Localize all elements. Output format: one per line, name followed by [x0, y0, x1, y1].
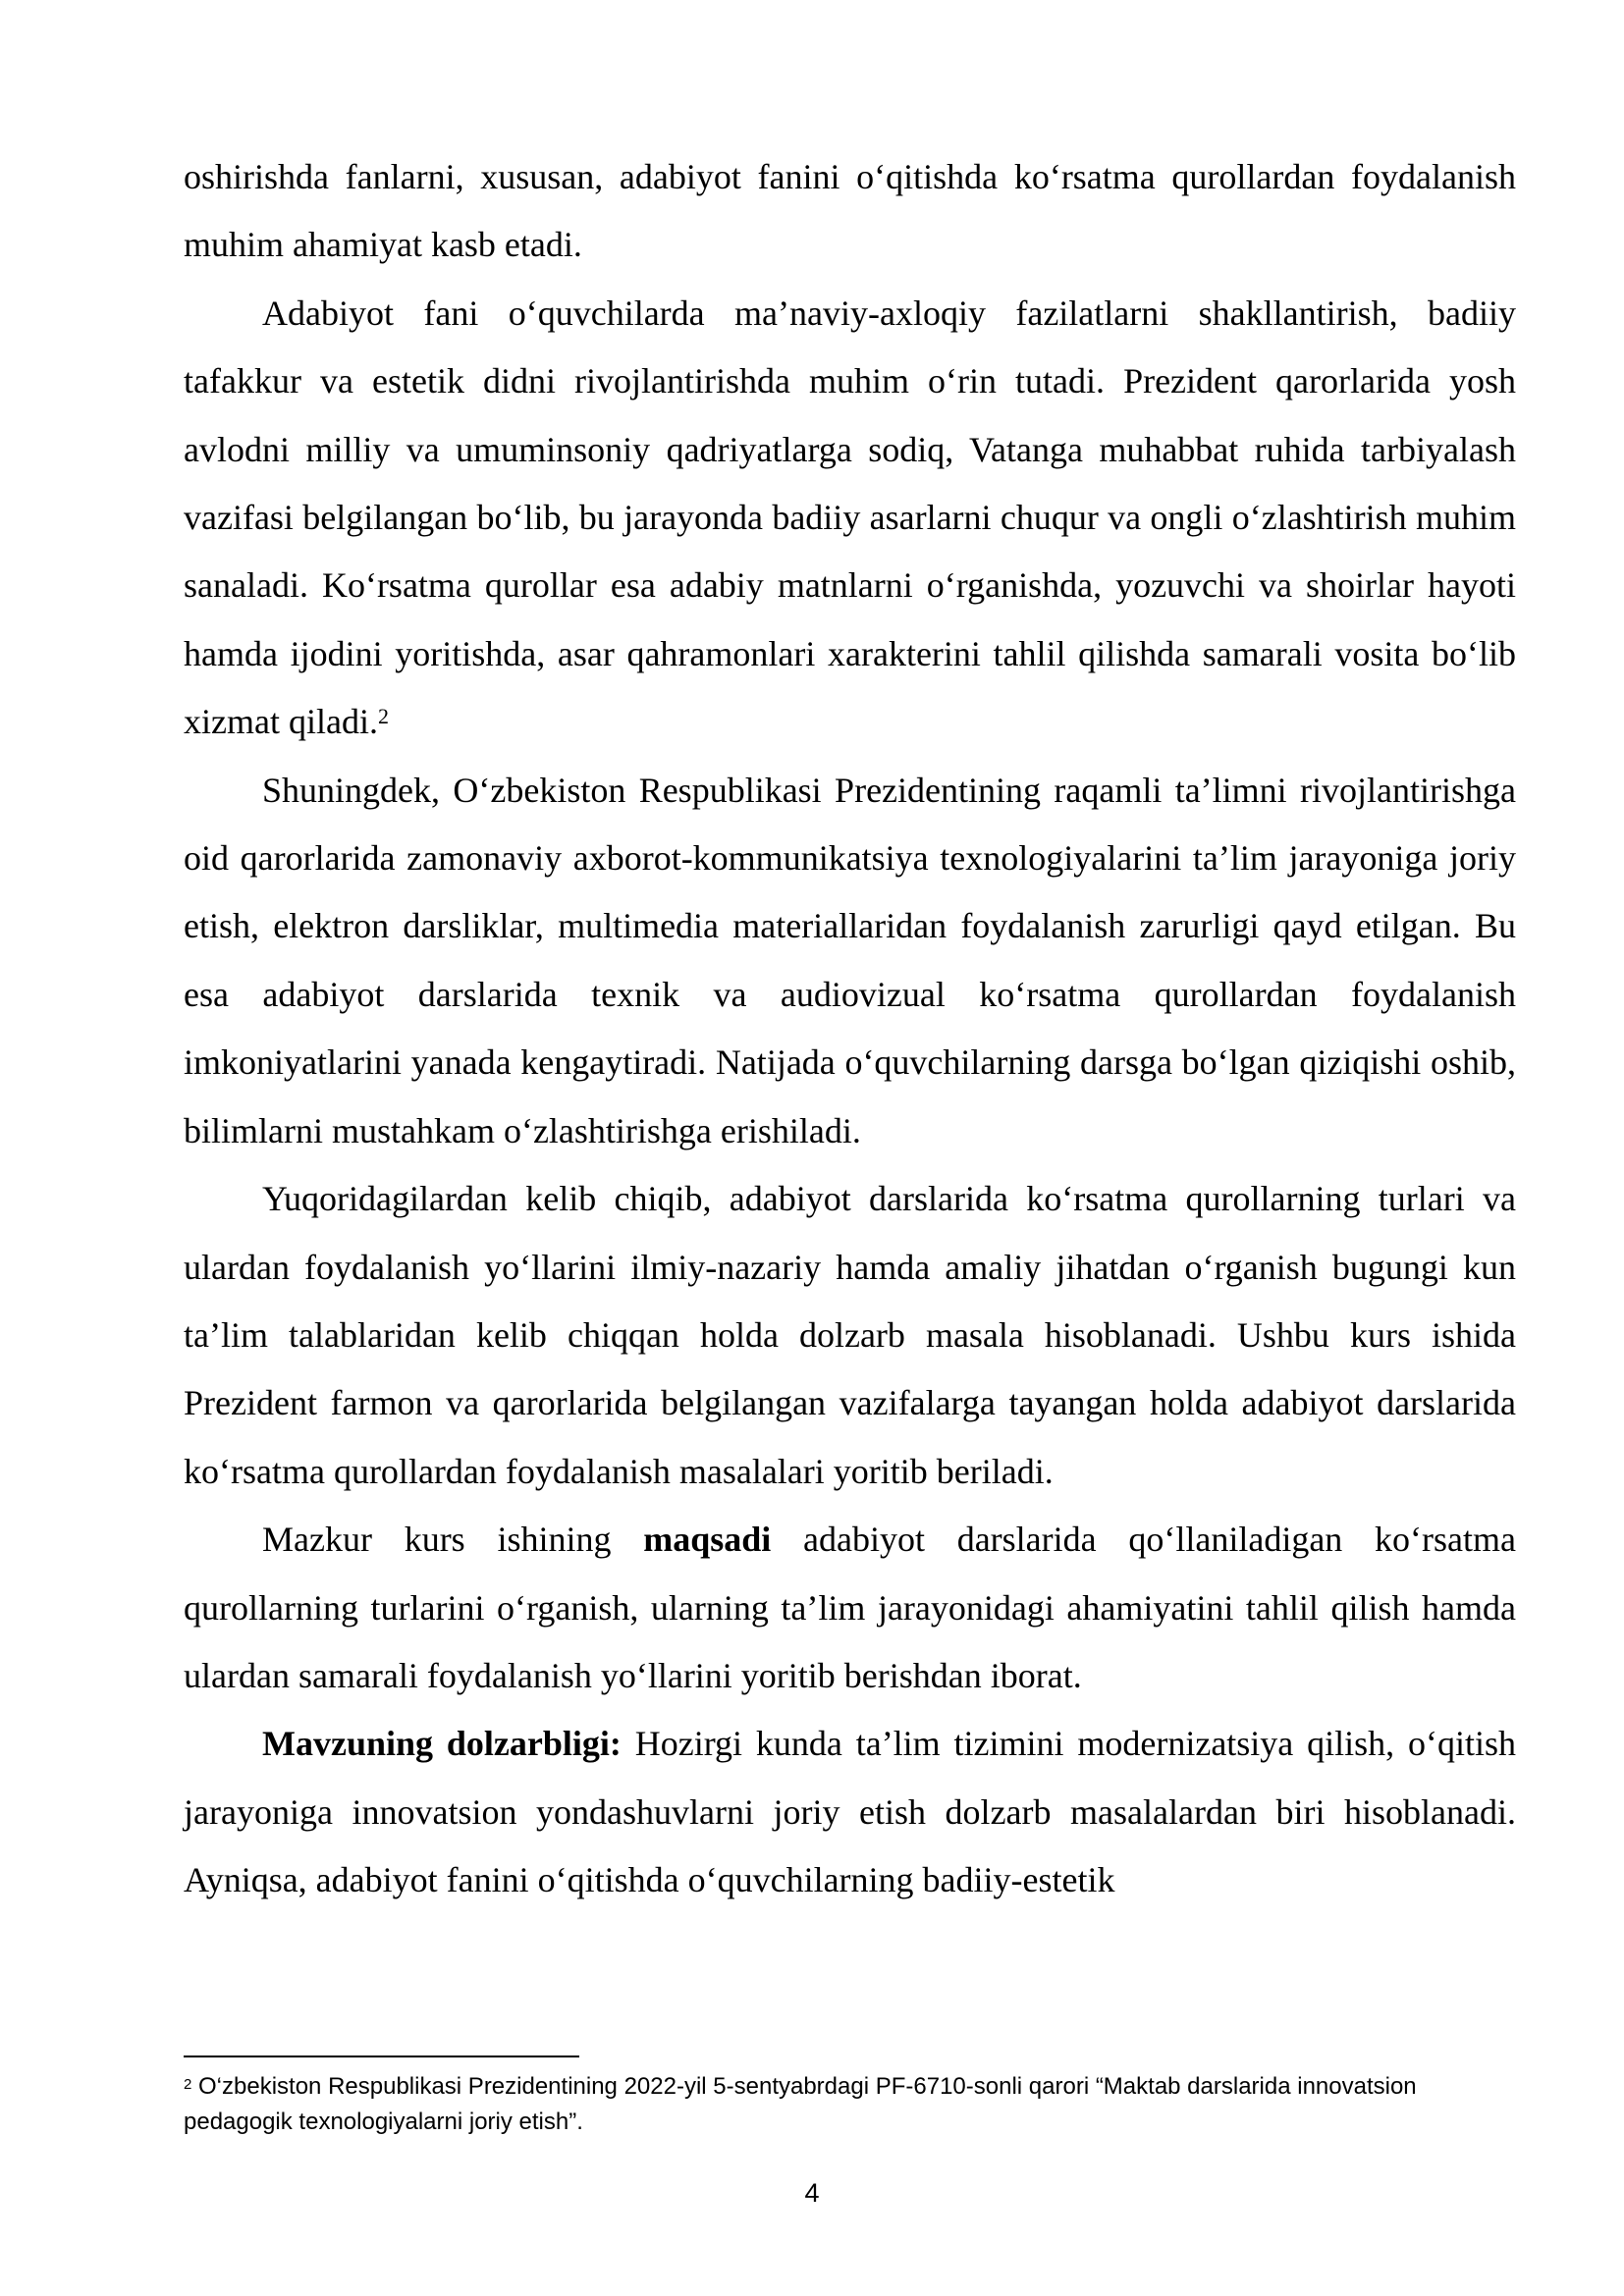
paragraph-literature-role: [184, 280, 1516, 757]
footnote-text: O‘zbekiston Respublikasi Prezidentining 2022-yil 5-sentyabrdagi PF-6710-sonli qarori “Maktab darslarida innovatsion pedagogik texnologiyalarni joriy etish”.: [184, 2073, 1417, 2135]
paragraph-digital-education: Shuningdek, O‘zbekiston Respublikasi Prezidentining raqamli ta’limni rivojlantirishga oid qarorlarida zamonaviy axborot-kommunikatsiya texnologiyalarini ta’lim jarayoniga joriy etish, elektron darsliklar, multimedia materiallaridan foydalanish zarurligi qayd etilgan. Bu esa adabiyot darslarida texnik va audiovizual ko‘rsatma qurollardan foydalanish imkoniyatlarini yanada kengaytiradi. Natijada o‘quvchilarning darsga bo‘lgan qiziqishi oshib, bilimlarni mustahkam o‘zlashtirishga erishiladi.: [184, 770, 1516, 1150]
footnote-reference[interactable]: 2: [377, 704, 389, 729]
paragraph-text: adabiyot darslarida qo‘llaniladigan ko‘rsatma qurollarning turlarini o‘rganish, ularning ta’lim jarayonidagi ahamiyatini tahlil qilish hamda ulardan samarali foydalanish yo‘llarini yoritib berishdan iborat.: [184, 1520, 1516, 1695]
paragraph-course-goal: [184, 1506, 1516, 1710]
document-body: [184, 143, 1516, 1915]
urgency-term: Mavzuning dolzarbligi:: [262, 1724, 622, 1764]
footnote-separator: [184, 2056, 579, 2057]
paragraph-topic-urgency: [184, 1710, 1516, 1914]
footnote: [184, 2069, 1516, 2140]
paragraph-continuation: oshirishda fanlarni, xususan, adabiyot fanini o‘qitishda ko‘rsatma qurollardan foydalanish muhim ahamiyat kasb etadi.: [184, 157, 1516, 265]
footnote-number: 2: [184, 2076, 192, 2093]
paragraph-lead: Mazkur kurs ishining: [262, 1520, 644, 1560]
paragraph-text: Adabiyot fani o‘quvchilarda ma’naviy-axloqiy fazilatlarni shakllantirish, badiiy tafakkur va estetik didni rivojlantirishda muhim o‘rin tutadi. Prezident qarorlarida yosh avlodni milliy va umuminsoniy qadriyatlarga sodiq, Vatanga muhabbat ruhida tarbiyalash vazifasi belgilangan bo‘lib, bu jarayonda badiiy asarlarni chuqur va ongli o‘zlashtirish muhim sanaladi. Ko‘rsatma qurollar esa adabiy matnlarni o‘rganishda, yozuvchi va shoirlar hayoti hamda ijodini yoritishda, asar qahramonlari xarakterini tahlil qilishda samarali vosita bo‘lib xizmat qiladi.: [184, 293, 1516, 742]
paragraph-course-relevance: Yuqoridagilardan kelib chiqib, adabiyot darslarida ko‘rsatma qurollarning turlari va ulardan foydalanish yo‘llarini ilmiy-nazariy hamda amaliy jihatdan o‘rganish bugungi kun ta’lim talablaridan kelib chiqqan holda dolzarb masala hisoblanadi. Ushbu kurs ishida Prezident farmon va qarorlarida belgilangan vazifalarga tayangan holda adabiyot darslarida ko‘rsatma qurollardan foydalanish masalalari yoritib beriladi.: [184, 1179, 1516, 1491]
goal-term: maqsadi: [643, 1520, 772, 1560]
page-number: 4: [804, 2178, 820, 2208]
paragraph-text: Hozirgi kunda ta’lim tizimini modernizatsiya qilish, o‘qitish jarayoniga innovatsion yondashuvlarni joriy etish dolzarb masalalardan biri hisoblanadi. Ayniqsa, adabiyot fanini o‘qitishda o‘quvchilarning badiiy-estetik: [184, 1724, 1516, 1900]
